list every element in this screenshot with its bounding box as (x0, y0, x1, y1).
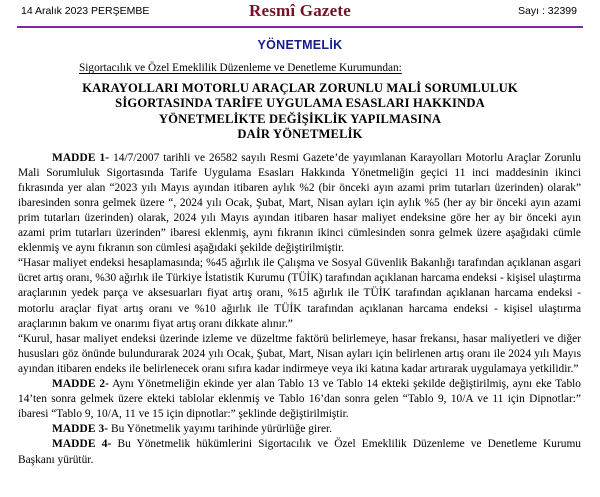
regulation-title-line-2: SİGORTASINDA TARİFE UYGULAMA ESASLARI HAKKINDA (115, 96, 485, 111)
article-1-paragraph (18, 151, 581, 257)
article-1-quote-1 (18, 256, 581, 331)
article-3-label: MADDE 3- (52, 423, 109, 436)
article-4-text: Bu Yönetmelik hükümlerini Sigortacılık ve Özel Emeklilik Düzenleme ve Denetleme Kurumu Başkanı yürütür. (18, 438, 582, 466)
issue-number: Sayı : 32399 (518, 5, 577, 17)
document-body (17, 151, 583, 468)
regulation-title-line-4: DAİR YÖNETMELİK (237, 127, 363, 142)
article-3-text: Bu Yönetmelik yayımı tarihinde yürürlüğe girer. (108, 423, 333, 436)
regulation-title-line-3: YÖNETMELİKTE DEĞİŞİKLİK YAPILMASINA (158, 111, 442, 126)
masthead (17, 0, 583, 26)
issuing-authority-text: Sigortacılık ve Özel Emeklilik Düzenleme ve Denetleme Kurumundan: (79, 62, 402, 74)
article-2-label: MADDE 2- (52, 378, 110, 391)
article-1-quote-1-text: “Hasar maliyet endeksi hesaplamasında; %45 ağırlık ile Çalışma ve Sosyal Güvenlik Bakanlığı tarafından açıklanan asgari ücret artış oranı, %30 ağırlık ile Türkiye İstatistik Kurumu (TÜİK) tarafından açıklanan harcama endeksi - kişisel ulaştırma araçlarının yedek parça ve aksesuarları fiyat artış oranı, %15 ağırlık ile TÜİK tarafından açıklanan harcama endeksi - motorlu araçlar fiyat artış oranı ve %10 ağırlık ile TÜİK tarafından açıklanan harcama endeksi - kişisel ulaştırma araçlarının bakım ve onarımı fiyat artış oranı dikkate alınır.” (18, 257, 581, 330)
article-1-quote-2-text: “Kurul, hasar maliyet endeksi üzerinde izleme ve düzeltme faktörü belirlemeye, hasar frekansı, hasar maliyetleri ve diğer hususları göz önünde bulundurarak 2024 yılı Ocak, Şubat, Mart, Nisan ayları için belirlenen artış oranı ile 2024 yılı Mayıs ayından itibaren endeks ile belirlenecek oranı sıfıra kadar indirmeye veya iki katına kadar artırarak uygulamaya yetkilidir.” (18, 332, 581, 375)
article-2-paragraph (18, 377, 581, 422)
article-3-paragraph (18, 422, 581, 437)
article-1-text: 14/7/2007 tarihli ve 26582 sayılı Resmi Gazete’de yayımlanan Karayolları Motorlu Araçlar Zorunlu Mali Sorumluluk Sigortasında Tarife Uygulama Esasları Hakkında Yönetmeliğin geçici 11 inci maddesinin ikinci fıkrasında yer alan “2023 yılı Mayıs ayından itibaren aylık %2 (bir önceki ayın azami prim tutarları üzerinden) olarak” ibaresinden sonra gelmek üzere “, 2024 yılı Ocak, Şubat, Mart, Nisan ayları için aylık %5 (her ay bir önceki ayın azami prim tutarları üzerinden) olarak, 2024 yılı Mayıs ayından itibaren hasar maliyet endeksine göre her ay bir önceki ayın azami prim tutarları üzerinden” ibaresi eklenmiş, aynı fıkranın ikinci cümlesinden sonra gelmek üzere aşağıdaki cümle eklenmiş ve aynı fıkranın son cümlesi aşağıdaki şekilde değiştirilmiştir. (18, 151, 582, 255)
masthead-divider (17, 26, 583, 28)
article-1-quote-2 (18, 332, 581, 377)
article-4-label: MADDE 4- (52, 438, 112, 451)
document-type-heading: YÖNETMELİK (257, 38, 343, 52)
regulation-title (17, 81, 583, 143)
article-1-label: MADDE 1- (52, 151, 110, 164)
article-4-paragraph (18, 437, 581, 467)
gazette-title: Resmî Gazete (249, 1, 351, 20)
regulation-title-line-1: KARAYOLLARI MOTORLU ARAÇLAR ZORUNLU MALİ SORUMLULUK (82, 81, 518, 95)
issuing-authority (17, 61, 583, 75)
publication-date: 14 Aralık 2023 PERŞEMBE (21, 5, 150, 17)
article-2-text: Aynı Yönetmeliğin ekinde yer alan Tablo 13 ve Tablo 14 ekteki şekilde değiştirilmiş, aynı eke Tablo 14’ten sonra gelmek üzere ekteki tablolar eklenmiş ve Tablo 16’dan sonra gelen “Tablo 9, 10/A ve 11 için Dipnotlar:” ibaresi “Tablo 9, 10/A, 11 ve 15 için dipnotlar:” şeklinde değiştirilmiştir. (18, 378, 582, 421)
